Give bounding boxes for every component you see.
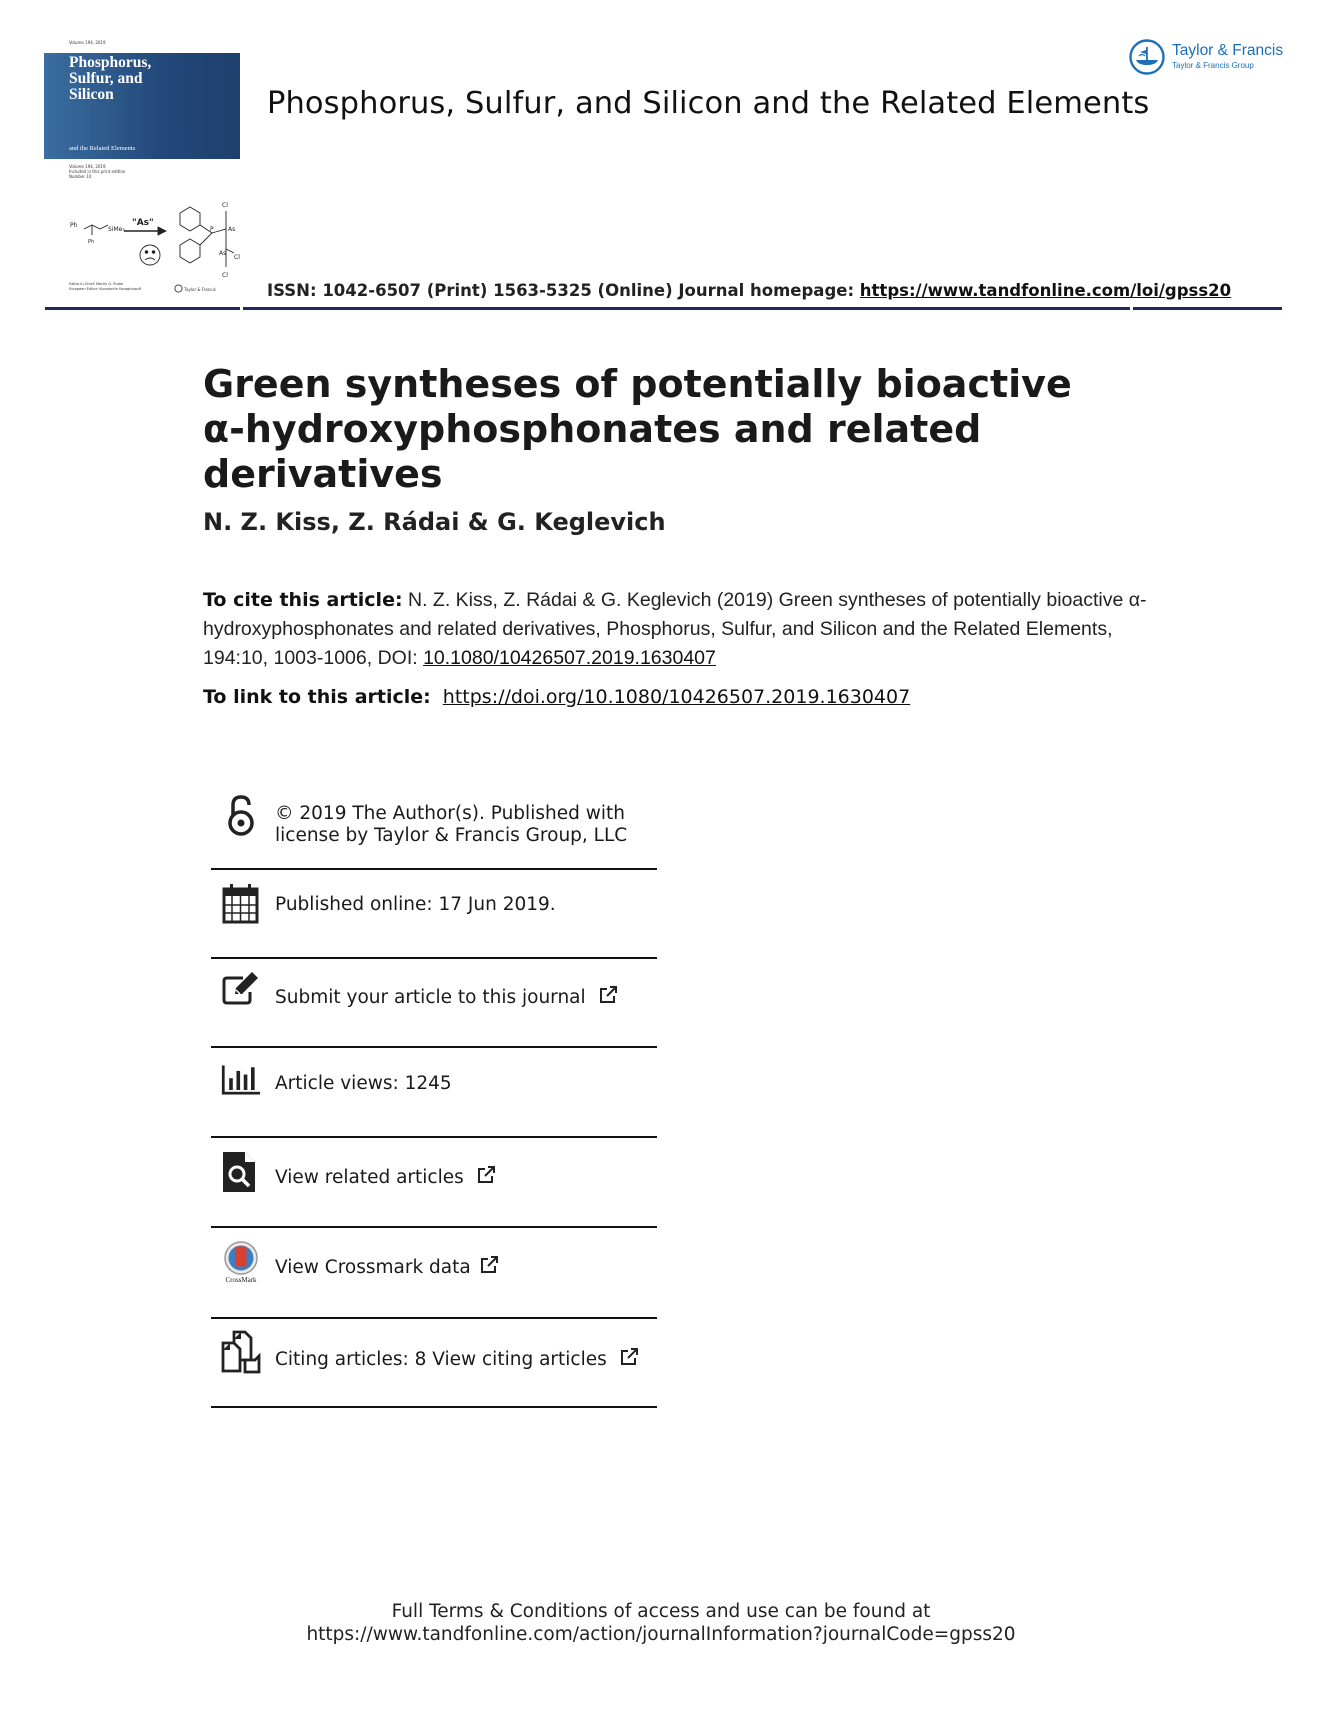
cover-title: Phosphorus, Sulfur, and Silicon [69,54,152,103]
cover-publisher-logo: Taylor & Francis [174,284,216,293]
license-row[interactable] [211,795,657,865]
citation-block [203,586,1163,673]
article-views-row [211,1058,657,1128]
article-title: Green syntheses of potentially bioactive α-hydroxyphosphonates and related derivatives [203,362,1072,496]
issn-text: ISSN: 1042-6507 (Print) 1563-5325 (Online) Journal homepage: [267,281,860,300]
cite-doi-link[interactable]: 10.1080/10426507.2019.1630407 [423,647,716,669]
row-divider [211,1406,657,1408]
svg-text:Ph: Ph [88,239,95,245]
related-label: View related articles [275,1167,464,1188]
svg-text:Cl: Cl [222,202,228,209]
submit-label: Submit your article to this journal [275,987,586,1008]
publisher-logo-icon [1128,38,1166,76]
row-divider [211,1046,657,1048]
article-doi-link[interactable]: https://doi.org/10.1080/10426507.2019.1630407 [442,686,911,708]
svg-text:Cl: Cl [222,272,228,279]
crossmark-link[interactable] [211,1240,657,1310]
document-search-icon [221,1150,261,1194]
cover-subtitle: and the Related Elements [69,145,136,152]
row-divider [211,1136,657,1138]
svg-text:Ph: Ph [70,222,78,229]
header-rule [45,307,1282,310]
svg-text:Cl: Cl [234,254,240,261]
journal-cover-thumbnail: Volume 194, 2019 Phosphorus, Sulfur, and Silicon and the Related Elements Volume 194, 2019 Included in this print edition Number 10 Ph SiMe₃ Ph Cl As As Cl Cl P "As" Editor-in-Chief: Martin G. Ruddi European Editor: Konstantin Karaghiosoff Taylor & Francis [44,38,240,294]
copy-documents-icon [221,1330,261,1374]
cover-chemistry-illustration [62,183,242,283]
terms-footer [0,1600,1322,1646]
published-row [211,882,657,952]
cite-text: N. Z. Kiss, Z. Rádai & G. Keglevich (2019) Green syntheses of potentially bioactive α-hydroxyphosphonates and related derivatives, Phosphorus, Sulfur, and Silicon and the Related Elements, 194:10, 1003-1006, DOI: [203,589,1147,669]
cite-label: To cite this article: [203,589,403,611]
open-access-icon [221,795,261,839]
crossmark-icon-label: CrossMark [225,1276,257,1284]
row-divider [211,868,657,870]
terms-line: Full Terms & Conditions of access and use can be found at [391,1601,931,1622]
cover-title-band [44,53,240,159]
publisher-group: Taylor & Francis Group [1172,61,1254,70]
citing-label: Citing articles: 8 View citing articles [275,1349,607,1370]
article-views: Article views: 1245 [275,1073,452,1094]
link-label: To link to this article: [203,686,431,708]
article-link-line [203,686,910,708]
external-link-icon [479,1255,499,1275]
submit-article-link[interactable] [211,970,657,1040]
svg-text:As: As [219,250,227,257]
journal-title[interactable]: Phosphorus, Sulfur, and Silicon and the Related Elements [267,86,1150,121]
external-link-icon [598,985,618,1005]
row-divider [211,1226,657,1228]
bar-chart-icon [221,1058,261,1102]
calendar-icon [221,882,261,926]
cover-meta: Volume 194, 2019 Included in this print edition Number 10 [69,164,126,179]
row-divider [211,1317,657,1319]
related-articles-link[interactable] [211,1150,657,1220]
external-link-icon [619,1347,639,1367]
edit-icon [221,970,261,1014]
svg-text:As: As [228,226,236,233]
terms-url[interactable]: https://www.tandfonline.com/action/journalInformation?journalCode=gpss20 [306,1624,1016,1645]
external-link-icon [476,1165,496,1185]
crossmark-label: View Crossmark data [275,1257,471,1278]
cover-editors: Editor-in-Chief: Martin G. Ruddi European Editor: Konstantin Karaghiosoff [69,282,141,291]
license-text: © 2019 The Author(s). Published with license by Taylor & Francis Group, LLC [275,803,628,846]
svg-text:P: P [210,226,214,233]
journal-homepage-link[interactable]: https://www.tandfonline.com/loi/gpss20 [859,281,1232,300]
citing-articles-link[interactable] [211,1330,657,1400]
issn-line [267,281,1231,300]
cover-logo-icon [174,284,183,293]
publisher-name: Taylor & Francis [1172,42,1284,59]
publisher-logo[interactable] [1128,38,1288,78]
row-divider [211,957,657,959]
published-date: Published online: 17 Jun 2019. [275,894,556,915]
article-authors: N. Z. Kiss, Z. Rádai & G. Keglevich [203,508,666,536]
cover-art-label: "As" [132,218,154,228]
svg-text:SiMe₃: SiMe₃ [108,226,125,233]
crossmark-icon [221,1240,261,1284]
